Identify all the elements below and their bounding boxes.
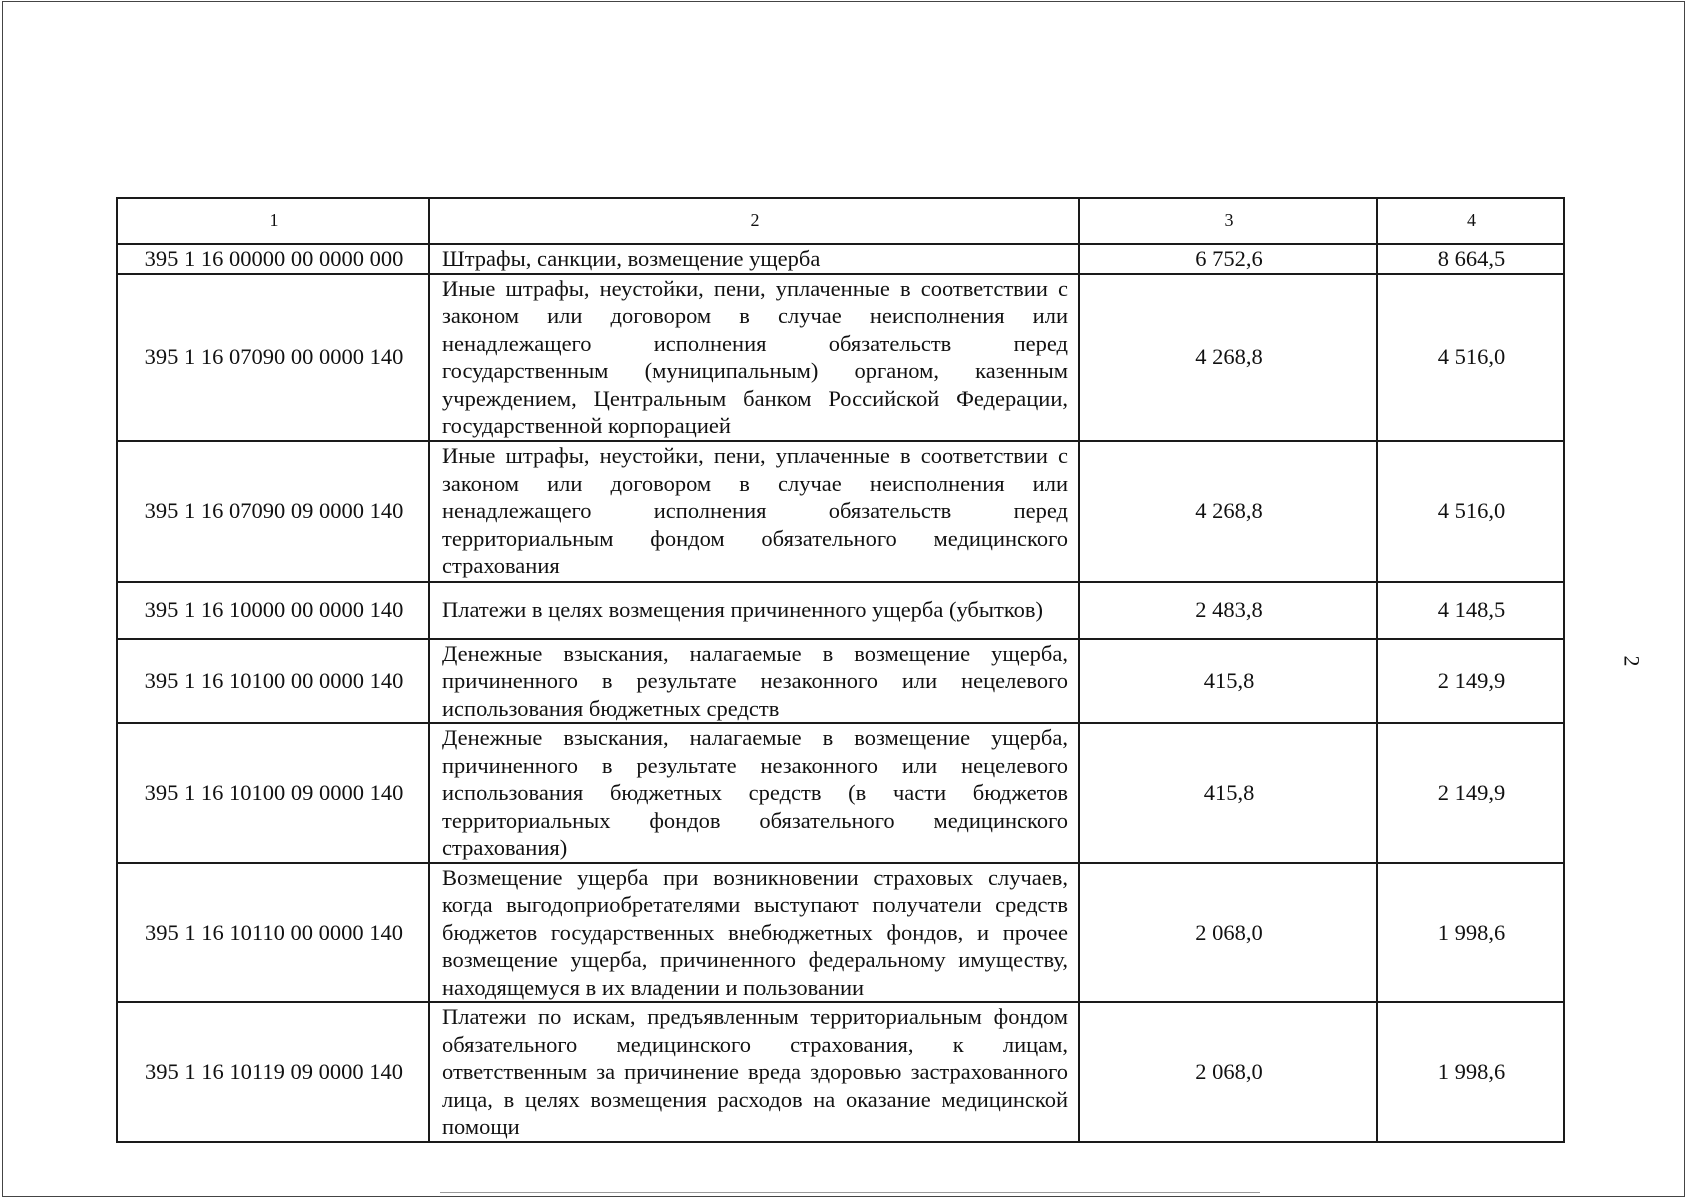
row-value-col3: 6 752,6: [1079, 244, 1377, 274]
row-code: 395 1 16 10000 00 0000 140: [117, 582, 429, 639]
row-name: Штрафы, санкции, возмещение ущерба: [429, 244, 1079, 274]
page-number: 2: [1619, 655, 1645, 667]
row-value-col3: 415,8: [1079, 723, 1377, 863]
row-name: Иные штрафы, неустойки, пени, уплаченные в соответствии с законом или договором в случае неисполнения или ненадлежащего исполнения обязательств перед территориальным фондом обязательного медицинского страхования: [429, 441, 1079, 582]
table-row: [117, 244, 1564, 274]
row-code: 395 1 16 07090 09 0000 140: [117, 441, 429, 582]
row-value-col4: 4 516,0: [1377, 441, 1564, 582]
row-code: 395 1 16 10110 00 0000 140: [117, 863, 429, 1003]
row-name: Платежи по искам, предъявленным территориальным фондом обязательного медицинского страхования, к лицам, ответственным за причинение вреда здоровью застрахованного лица, в целях возмещения расходов на оказание медицинской помощи: [429, 1002, 1079, 1142]
table-row: [117, 1002, 1564, 1142]
budget-table: [116, 197, 1565, 1143]
row-value-col4: 4 516,0: [1377, 274, 1564, 441]
row-code: 395 1 16 00000 00 0000 000: [117, 244, 429, 274]
table-row: [117, 863, 1564, 1003]
row-value-col3: 4 268,8: [1079, 274, 1377, 441]
row-code: 395 1 16 10119 09 0000 140: [117, 1002, 429, 1142]
row-value-col3: 415,8: [1079, 639, 1377, 724]
table-row: [117, 723, 1564, 863]
row-name: Возмещение ущерба при возникновении страховых случаев, когда выгодоприобретателями выступают получатели средств бюджетов государственных внебюджетных фондов, и прочее возмещение ущерба, причиненного федеральному имуществу, находящемуся в их владении и пользовании: [429, 863, 1079, 1003]
row-value-col4: 2 149,9: [1377, 723, 1564, 863]
row-value-col3: 2 068,0: [1079, 1002, 1377, 1142]
row-code: 395 1 16 10100 09 0000 140: [117, 723, 429, 863]
header-col-3: 3: [1079, 198, 1377, 244]
header-col-4: 4: [1377, 198, 1564, 244]
row-code: 395 1 16 07090 00 0000 140: [117, 274, 429, 441]
table-row: [117, 582, 1564, 639]
row-value-col3: 4 268,8: [1079, 441, 1377, 582]
table-header-row: [117, 198, 1564, 244]
row-name: Денежные взыскания, налагаемые в возмещение ущерба, причиненного в результате незаконного или нецелевого использования бюджетных средств (в части бюджетов территориальных фондов обязательного медицинского страхования): [429, 723, 1079, 863]
table-row: [117, 274, 1564, 441]
row-value-col3: 2 068,0: [1079, 863, 1377, 1003]
header-col-2: 2: [429, 198, 1079, 244]
table-row: [117, 441, 1564, 582]
scan-artifact: [440, 1192, 1260, 1193]
row-name: Платежи в целях возмещения причиненного ущерба (убытков): [429, 582, 1079, 639]
row-value-col4: 2 149,9: [1377, 639, 1564, 724]
row-name: Иные штрафы, неустойки, пени, уплаченные в соответствии с законом или договором в случае неисполнения или ненадлежащего исполнения обязательств перед государственным (муниципальным) органом, казенным учреждением, Центральным банком Российской Федерации, государственной корпорацией: [429, 274, 1079, 441]
row-value-col4: 1 998,6: [1377, 863, 1564, 1003]
header-col-1: 1: [117, 198, 429, 244]
row-value-col3: 2 483,8: [1079, 582, 1377, 639]
row-value-col4: 1 998,6: [1377, 1002, 1564, 1142]
row-code: 395 1 16 10100 00 0000 140: [117, 639, 429, 724]
row-value-col4: 4 148,5: [1377, 582, 1564, 639]
table-row: [117, 639, 1564, 724]
row-name: Денежные взыскания, налагаемые в возмещение ущерба, причиненного в результате незаконного или нецелевого использования бюджетных средств: [429, 639, 1079, 724]
row-value-col4: 8 664,5: [1377, 244, 1564, 274]
